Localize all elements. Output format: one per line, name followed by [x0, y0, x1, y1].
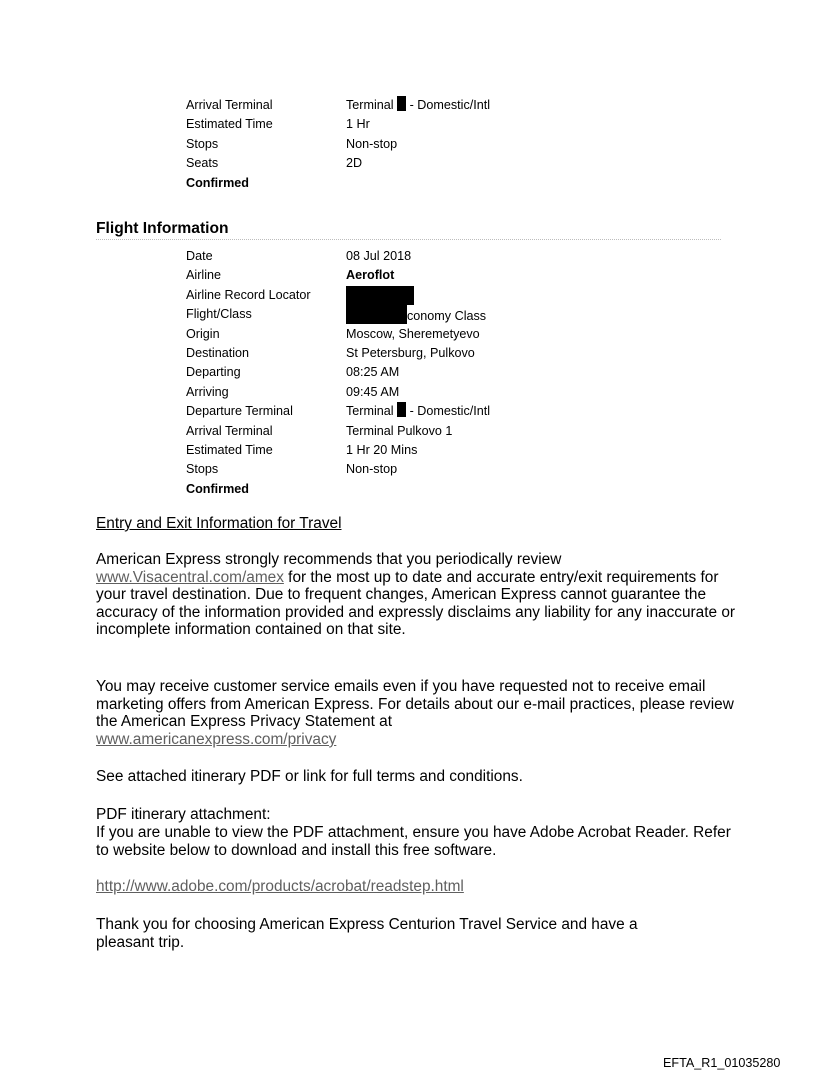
row-label: Seats: [186, 156, 219, 171]
row-label: Airline Record Locator: [186, 287, 311, 302]
redaction-box: [397, 96, 406, 111]
row-label: Destination: [186, 345, 250, 360]
status-label: Confirmed: [186, 175, 249, 190]
arriving-row: [0, 383, 816, 402]
document-id: EFTA_R1_01035280: [663, 1056, 781, 1070]
row-value: 1 Hr: [346, 117, 370, 132]
row-label: Departure Terminal: [186, 404, 293, 419]
estimated-time-row: [0, 441, 816, 460]
row-value: Aeroflot: [346, 268, 395, 283]
redaction-box: [346, 305, 407, 324]
previous-segment: [0, 96, 816, 193]
stops-row: [0, 135, 816, 154]
record-locator-row: [0, 286, 816, 305]
adobe-link[interactable]: http://www.adobe.com/products/acrobat/readstep.html: [96, 878, 464, 895]
departing-row: [0, 363, 816, 382]
row-value: 1 Hr 20 Mins: [346, 442, 418, 457]
row-value: Terminal - Domestic/Intl: [346, 98, 491, 112]
row-value: 08:25 AM: [346, 365, 400, 380]
row-value: Terminal - Domestic/Intl: [346, 404, 491, 419]
row-value: 09:45 AM: [346, 384, 400, 399]
redaction-box: [397, 402, 406, 417]
flight-information-title: Flight Information: [96, 219, 721, 240]
status-label: Confirmed: [186, 481, 249, 496]
row-label: Arriving: [186, 384, 229, 399]
row-label: Estimated Time: [186, 117, 273, 132]
row-label: Stops: [186, 462, 219, 477]
row-value: 2D: [346, 156, 363, 171]
privacy-paragraph: You may receive customer service emails even if you have requested not to receive email marketing offers from American Express. For details about our e-mail practices, please review the American Express Privacy Statement at www.americanexpress.com/privacy: [96, 678, 734, 748]
flight-class-row: [0, 305, 816, 324]
status-row: [0, 174, 816, 193]
row-label: Arrival Terminal: [186, 423, 273, 438]
row-value: Moscow, Sheremetyevo: [346, 326, 480, 341]
origin-row: [0, 325, 816, 344]
row-value: St Petersburg, Pulkovo: [346, 345, 475, 360]
row-label: Airline: [186, 268, 221, 283]
date-row: [0, 247, 816, 266]
row-label: Departing: [186, 365, 241, 380]
row-value: Non-stop: [346, 462, 398, 477]
row-value: [346, 286, 414, 307]
row-value: conomy Class: [346, 305, 486, 326]
thanks-text: Thank you for choosing American Express Centurion Travel Service and have a pleasant trip.: [96, 916, 638, 951]
status-row: [0, 480, 816, 499]
flight-information-table: [0, 247, 816, 499]
entry-exit-paragraph: American Express strongly recommends that you periodically review www.Visacentral.com/amex for the most up to date and accurate entry/exit requirements for your travel destination. Due to frequent changes, American Express cannot guarantee the accuracy of the information provided and expressly disclaims any liability for any inaccurate or incomplete information contained on that site.: [96, 551, 736, 639]
pdf-link-line: [96, 878, 736, 896]
airline-row: [0, 266, 816, 285]
arrival-terminal-row: [0, 422, 816, 441]
row-value: Terminal Pulkovo 1: [346, 423, 453, 438]
redaction-box: [346, 286, 414, 305]
arrival-terminal-row: [0, 96, 816, 115]
departure-terminal-row: [0, 402, 816, 421]
row-label: Arrival Terminal: [186, 98, 273, 112]
row-label: Estimated Time: [186, 442, 273, 457]
row-value: Non-stop: [346, 136, 398, 151]
pdf-instructions: If you are unable to view the PDF attachment, ensure you have Adobe Acrobat Reader. Refer to website below to download and install this free software.: [96, 824, 731, 859]
estimated-time-row: [0, 115, 816, 134]
row-label: Stops: [186, 136, 219, 151]
stops-row: [0, 460, 816, 479]
visacentral-link[interactable]: www.Visacentral.com/amex: [96, 568, 284, 586]
row-label: Date: [186, 249, 213, 263]
seats-row: [0, 154, 816, 173]
pdf-heading: PDF itinerary attachment:: [96, 806, 271, 823]
terms-text: See attached itinerary PDF or link for full terms and conditions.: [96, 768, 523, 785]
destination-row: [0, 344, 816, 363]
row-label: Flight/Class: [186, 307, 252, 322]
row-label: Origin: [186, 326, 220, 341]
privacy-link[interactable]: www.americanexpress.com/privacy: [96, 730, 337, 748]
row-value: 08 Jul 2018: [346, 249, 412, 263]
entry-exit-title: Entry and Exit Information for Travel: [96, 515, 342, 532]
